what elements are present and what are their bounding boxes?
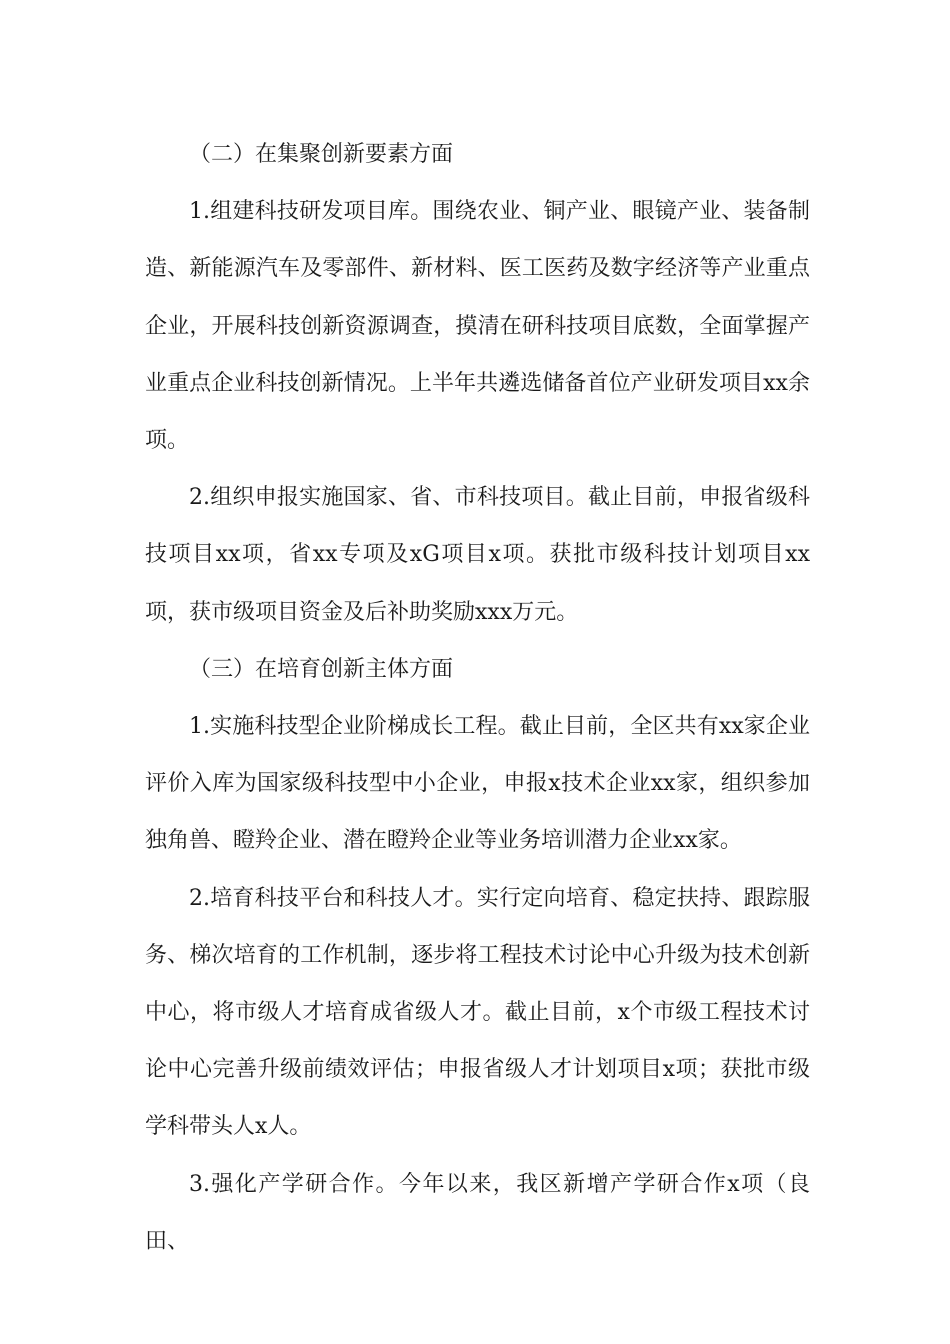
paragraph-platform-talent: 2.培育科技平台和科技人才。实行定向培育、稳定扶持、跟踪服务、梯次培育的工作机制，逐步将工程技术讨论中心升级为技术创新中心，将市级人才培育成省级人才。截止目前，x个市级工程技术讨论中心完善升级前绩效评估；申报省级人才计划项目x项；获批市级学科带头人x人。 (145, 885, 810, 1140)
section-heading-2: （二）在集聚创新要素方面 (189, 142, 454, 167)
section-heading-3: （三）在培育创新主体方面 (189, 656, 454, 682)
paragraph-project-application: 2.组织申报实施国家、省、市科技项目。截止目前，申报省级科技项目xx项，省xx专项及xG项目x项。获批市级科技计划项目xx项，获市级项目资金及后补助奖励xxx万元。 (145, 485, 810, 625)
paragraph-research-project-library: 1.组建科技研发项目库。围绕农业、铜产业、眼镜产业、装备制造、新能源汽车及零部件、新材料、医工医药及数字经济等产业重点企业，开展科技创新资源调查，摸清在研科技项目底数，全面掌握产业重点企业科技创新情况。上半年共遴选储备首位产业研发项目xx余项。 (145, 199, 810, 454)
document-body (145, 126, 810, 1270)
paragraph-enterprise-growth: 1.实施科技型企业阶梯成长工程。截止目前，全区共有xx家企业评价入库为国家级科技型中小企业，申报x技术企业xx家，组织参加独角兽、瞪羚企业、潜在瞪羚企业等业务培训潜力企业xx家。 (145, 714, 810, 854)
paragraph-industry-academia: 3.强化产学研合作。今年以来，我区新增产学研合作x项（良田、 (145, 1171, 810, 1254)
